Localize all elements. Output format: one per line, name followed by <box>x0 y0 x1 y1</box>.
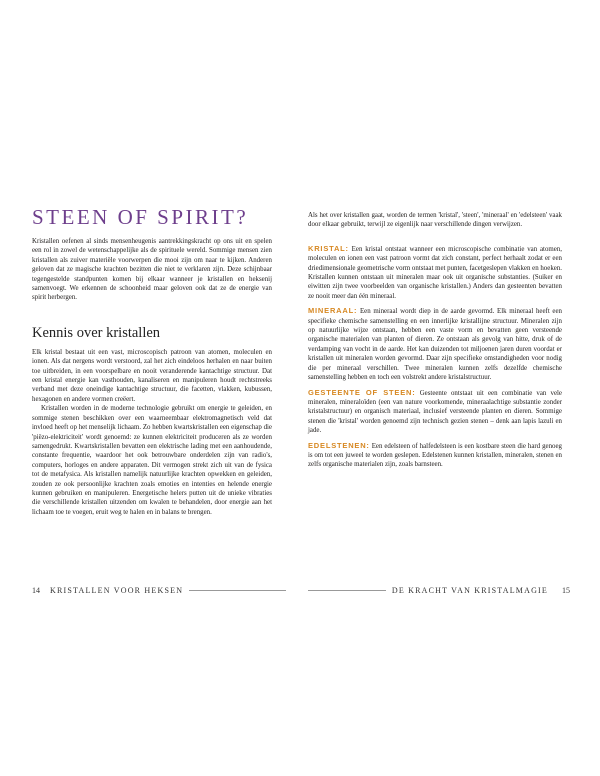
right-footer <box>308 586 570 595</box>
section-heading: Kennis over kristallen <box>32 324 161 341</box>
right-column <box>308 211 562 475</box>
right-footer-rule <box>308 590 386 591</box>
left-page-number: 14 <box>32 586 40 595</box>
right-intro-paragraph: Als het over kristallen gaat, worden de termen 'kristal', 'steen', 'mineraal' en 'edelsteen' vaak door elkaar gebruikt, terwijl ze eigenlijk naar verschillende dingen verwijzen. <box>308 212 562 229</box>
left-running-title: KRISTALLEN VOOR HEKSEN <box>50 586 184 595</box>
right-page-number: 15 <box>562 586 570 595</box>
left-footer <box>32 586 292 595</box>
term-text: Een kristal ontstaat wanneer een microscopische combinatie van atomen, moleculen en ionen een vast patroon vormt dat zich constant, perfect herhaalt zodat er een driedimensionale geometrische vorm ontstaat met punten, facetgeslepen vlakken en hoeken. Kristallen kunnen ontstaan uit mineralen maar ook uit organische substanties. (Suiker en eiwitten zijn twee voorbeelden van organische kristallen.) Anders dan gesteenten bevatten ze nooit meer dan één mineraal. <box>308 245 562 300</box>
left-column <box>32 205 272 517</box>
left-footer-rule <box>189 590 286 591</box>
body-paragraph-1: Elk kristal bestaat uit een vast, microscopisch patroon van atomen, moleculen en ionen. Als dat nergens wordt verstoord, zal het zich eindeloos herhalen en naar buiten toe uitbreiden, in een voorspelbare en nooit veranderende kantachtige structuur. Dat een kristal energie kan vasthouden, kanaliseren en manipuleren houdt rechtstreeks verband met deze oneindige kantachtige structuur, die facetten, vlakken, kubussen, hexagonen en andere vormen creëert. <box>32 348 272 403</box>
term-text: Gesteente ontstaat uit een combinatie van vele mineralen, mineraloïden (een van nature voorkomende, mineraalachtige substantie zonder kristalstructuur) en organisch materiaal, inclusief versteende planten en dieren. Sommige stenen die 'kristal' worden genoemd zijn technisch gezien stenen – denk aan lapis lazuli en jade. <box>308 389 562 435</box>
term-text: Een mineraal wordt diep in de aarde gevormd. Elk mineraal heeft een specifieke chemische samenstelling en een innerlijke kristallijne structuur. Mineralen zijn op natuurlijke wijze ontstaan, hebben een vaste vorm en bevatten geen versteende organische materialen van planten of dieren. Ze ontstaan als gevolg van hitte, druk of de verdamping van vocht in de aarde. Het kan duizenden tot miljoenen jaren duren voordat er kristallen uit mineralen worden gevormd. Daar zijn specifieke omstandigheden voor nodig die per mineraal verschillen. Twee mineralen kunnen zelfs dezelfde chemische samenstelling hebben en toch een volstrekt andere kristalstructuur. <box>308 308 562 382</box>
term-gesteente <box>308 388 562 436</box>
page-title: STEEN OF SPIRIT? <box>32 205 249 229</box>
right-running-title: DE KRACHT VAN KRISTALMAGIE <box>391 586 548 595</box>
term-mineraal <box>308 306 562 382</box>
intro-paragraph: Kristallen oefenen al sinds mensenheugenis aantrekkingskracht op ons uit en spelen een rol in zowel de wetenschappelijke als de spirituele wereld. Sommige mensen zien kristallen als zuiver materiële voorwerpen die mooi zijn om naar te kijken. Anderen geloven dat ze magische krachten bezitten die niet te verklaren zijn. Deze schijnbaar tegengestelde standpunten komen bij elkaar wanneer je kristallen en heksenij samenvoegt. We erkennen de schoonheid maar geloven ook dat ze de energie van spirit herbergen. <box>32 238 272 302</box>
term-kristal <box>308 244 562 301</box>
right-page <box>300 0 600 776</box>
term-label: EDELSTENEN: <box>308 440 370 450</box>
term-edelstenen <box>308 441 562 470</box>
term-label: MINERAAL: <box>308 306 358 316</box>
body-paragraph-2: Kristallen worden in de moderne technologie gebruikt om energie te geleiden, en sommige stenen beschikken over een waarneembaar elektromagnetisch veld dat invloed heeft op het menselijk lichaam. Zo hebben kwartskristallen een eigenschap die 'piëzo-elektriciteit' wordt genoemd: ze kunnen elektriciteit produceren als ze worden samengedrukt. Kwartskristallen bevatten een elektrische lading met een aanhoudende, constante frequentie, waardoor het ook betrouwbare onderdelen zijn van radio's, computers, horloges en andere apparaten. Dit vermogen strekt zich uit van de fysica tot de metafysica. Als kristallen namelijk natuurlijke krachten opwekken en geleiden, zouden ze ook persoonlijke krachten zoals emoties en intenties en helende energie kunnen gebruiken en manipuleren. Energetische helers putten uit de unieke vibraties die verschillende kristallen uitzenden om kwalen te behandelen, door energie aan het lichaam toe te voegen, eruit weg te halen en in balans te brengen. <box>32 405 272 516</box>
term-label: KRISTAL: <box>308 243 349 253</box>
term-label: GESTEENTE OF STEEN: <box>308 387 416 397</box>
term-text: Een edelsteen of halfedelsteen is een kostbare steen die hard genoeg is om tot een juweel te worden geslepen. Edelstenen kunnen kristallen, mineralen, stenen en zelfs organische materialen zijn, zoals barnsteen. <box>308 442 562 469</box>
